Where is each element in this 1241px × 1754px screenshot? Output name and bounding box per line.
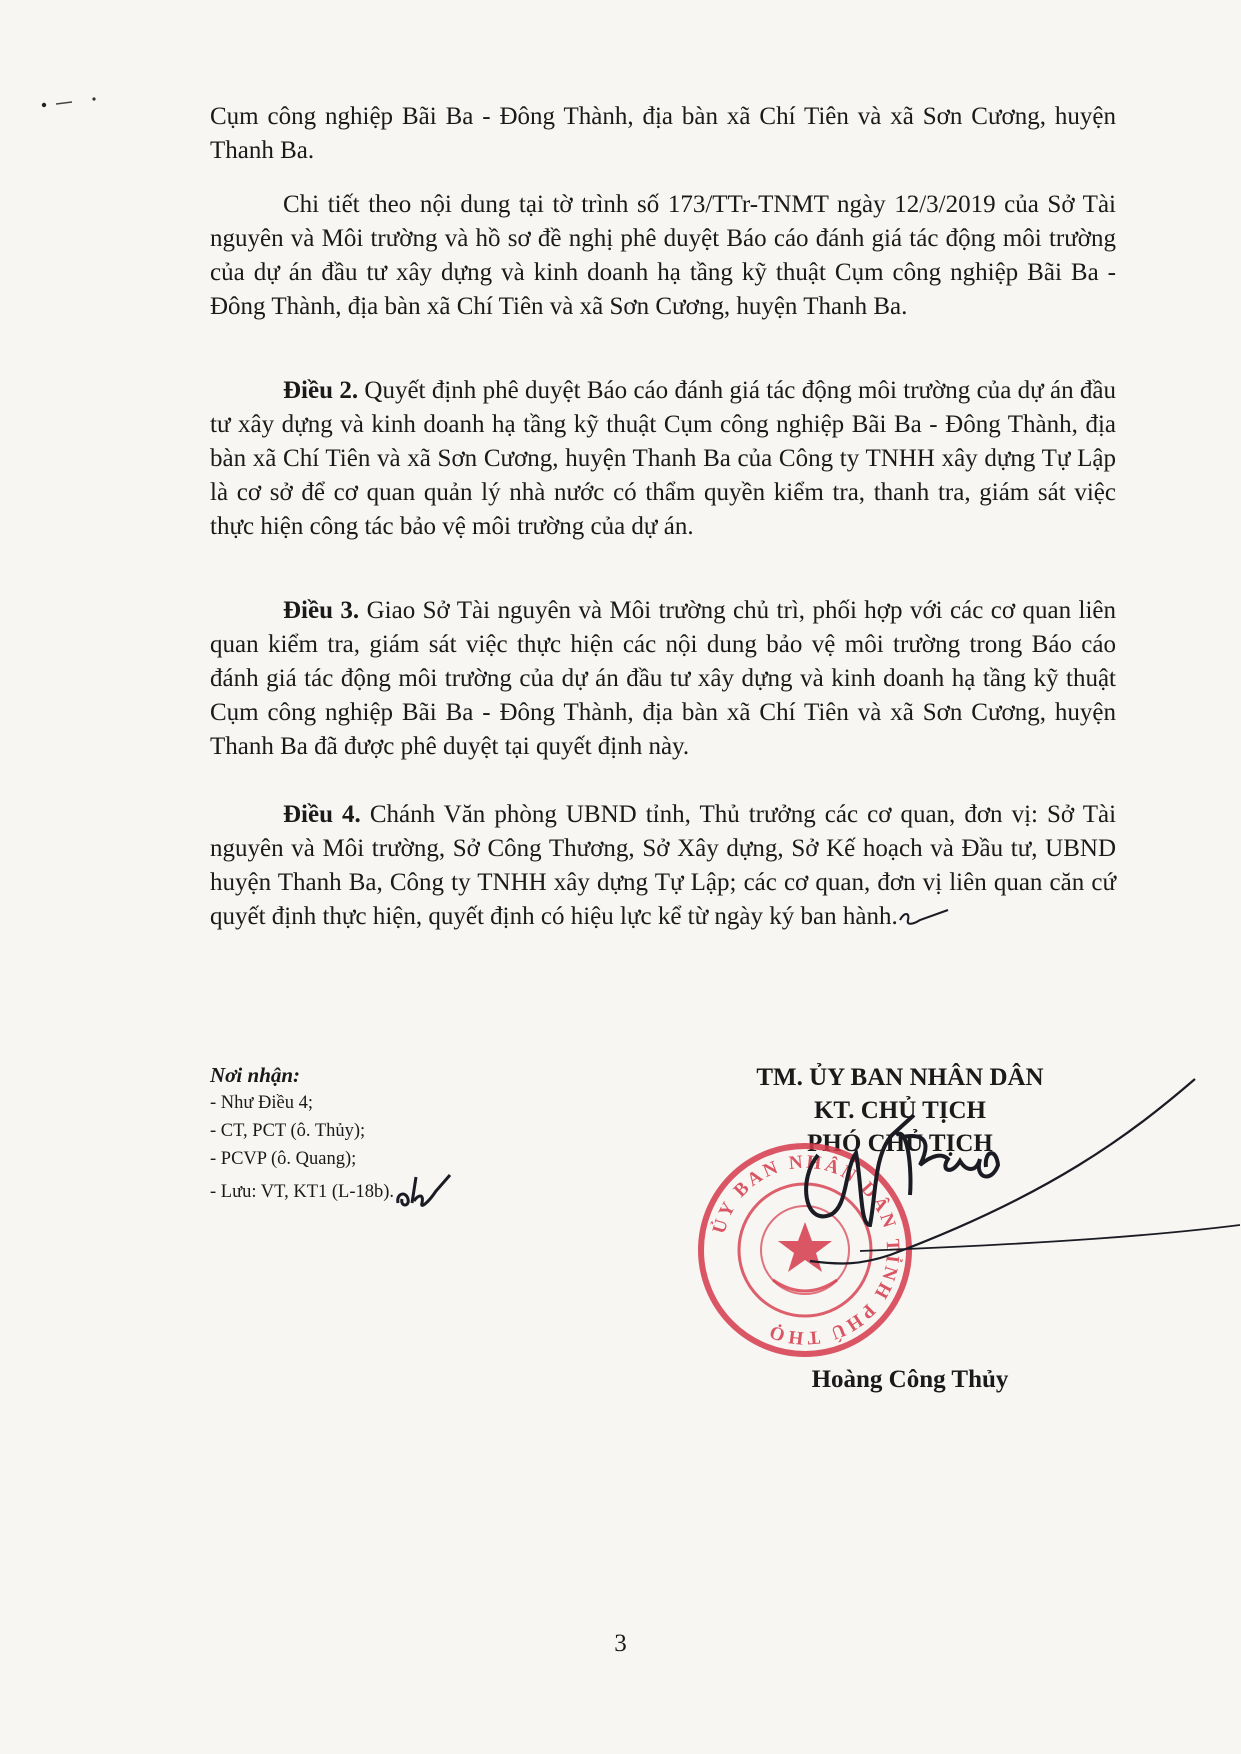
article-2	[210, 374, 1116, 544]
signature-title-line: PHÓ CHỦ TỊCH	[807, 1130, 993, 1157]
recipient-item-text: - Lưu: VT, KT1 (L-18b).	[210, 1182, 395, 1202]
handwritten-signature	[800, 1075, 1240, 1325]
page-number: 3	[614, 1630, 627, 1657]
article-3	[210, 594, 1116, 764]
svg-text:ỦY BAN NHÂN DÂN TỈNH PHÚ THỌ: ỦY BAN NHÂN DÂN TỈNH PHÚ THỌ	[708, 1151, 904, 1349]
recipients-list	[210, 1061, 530, 1211]
scan-speck-mark	[40, 96, 100, 110]
document-body	[210, 100, 1116, 934]
article-2-label: Điều 2.	[283, 377, 359, 404]
recipient-item: - PCVP (ô. Quang);	[210, 1149, 357, 1169]
recipient-item-archive	[210, 1173, 530, 1211]
signer-name: Hoàng Công Thủy	[811, 1366, 1009, 1393]
clerk-initial-signature	[394, 1173, 454, 1211]
article-3-text: Giao Sở Tài nguyên và Môi trường chủ trì, phối hợp với các cơ quan liên quan kiểm tra, giám sát việc thực hiện các nội dung bảo vệ môi trường trong Báo cáo đánh giá tác động môi trường của dự án đầu tư xây dựng và kinh doanh hạ tầng kỹ thuật Cụm công nghiệp Bãi Ba - Đông Thành, địa bàn xã Chí Tiên và xã Sơn Cương, huyện Thanh Ba đã được phê duyệt tại quyết định này.	[210, 597, 1116, 760]
recipients-title: Nơi nhận:	[210, 1063, 301, 1087]
article-4-text: Chánh Văn phòng UBND tỉnh, Thủ trưởng các cơ quan, đơn vị: Sở Tài nguyên và Môi trường, Sở Công Thương, Sở Xây dựng, Sở Kế hoạch và Đầu tư, UBND huyện Thanh Ba, Công ty TNHH xây dựng Tự Lập; các cơ quan, đơn vị liên quan căn cứ quyết định thực hiện, quyết định có hiệu lực kể từ ngày ký ban hành.	[210, 801, 1117, 930]
recipient-item: - CT, PCT (ô. Thủy);	[210, 1121, 366, 1141]
signature-org-line: TM. ỦY BAN NHÂN DÂN	[756, 1064, 1044, 1091]
initial-tick-mark	[898, 908, 950, 928]
article-2-text: Quyết định phê duyệt Báo cáo đánh giá tác động môi trường của dự án đầu tư xây dựng và kinh doanh hạ tầng kỹ thuật Cụm công nghiệp Bãi Ba - Đông Thành, địa bàn xã Chí Tiên và xã Sơn Cương, huyện Thanh Ba của Công ty TNHH xây dựng Tự Lập là cơ sở để cơ quan quản lý nhà nước có thẩm quyền kiểm tra, thanh tra, giám sát việc thực hiện công tác bảo vệ môi trường của dự án.	[210, 377, 1117, 540]
recipient-item: - Như Điều 4;	[210, 1093, 314, 1113]
article-4-label: Điều 4.	[283, 801, 361, 828]
signature-authority-line: KT. CHỦ TỊCH	[813, 1097, 987, 1124]
article-4	[210, 798, 1116, 934]
detail-paragraph: Chi tiết theo nội dung tại tờ trình số 173/TTr-TNMT ngày 12/3/2019 của Sở Tài nguyên và Môi trường và hồ sơ đề nghị phê duyệt Báo cáo đánh giá tác động môi trường của dự án đầu tư xây dựng và kinh doanh hạ tầng kỹ thuật Cụm công nghiệp Bãi Ba - Đông Thành, địa bàn xã Chí Tiên và xã Sơn Cương, huyện Thanh Ba.	[210, 191, 1116, 320]
article-3-label: Điều 3.	[283, 597, 360, 624]
continuation-paragraph: Cụm công nghiệp Bãi Ba - Đông Thành, địa bàn xã Chí Tiên và xã Sơn Cương, huyện Thanh Ba.	[210, 103, 1116, 164]
